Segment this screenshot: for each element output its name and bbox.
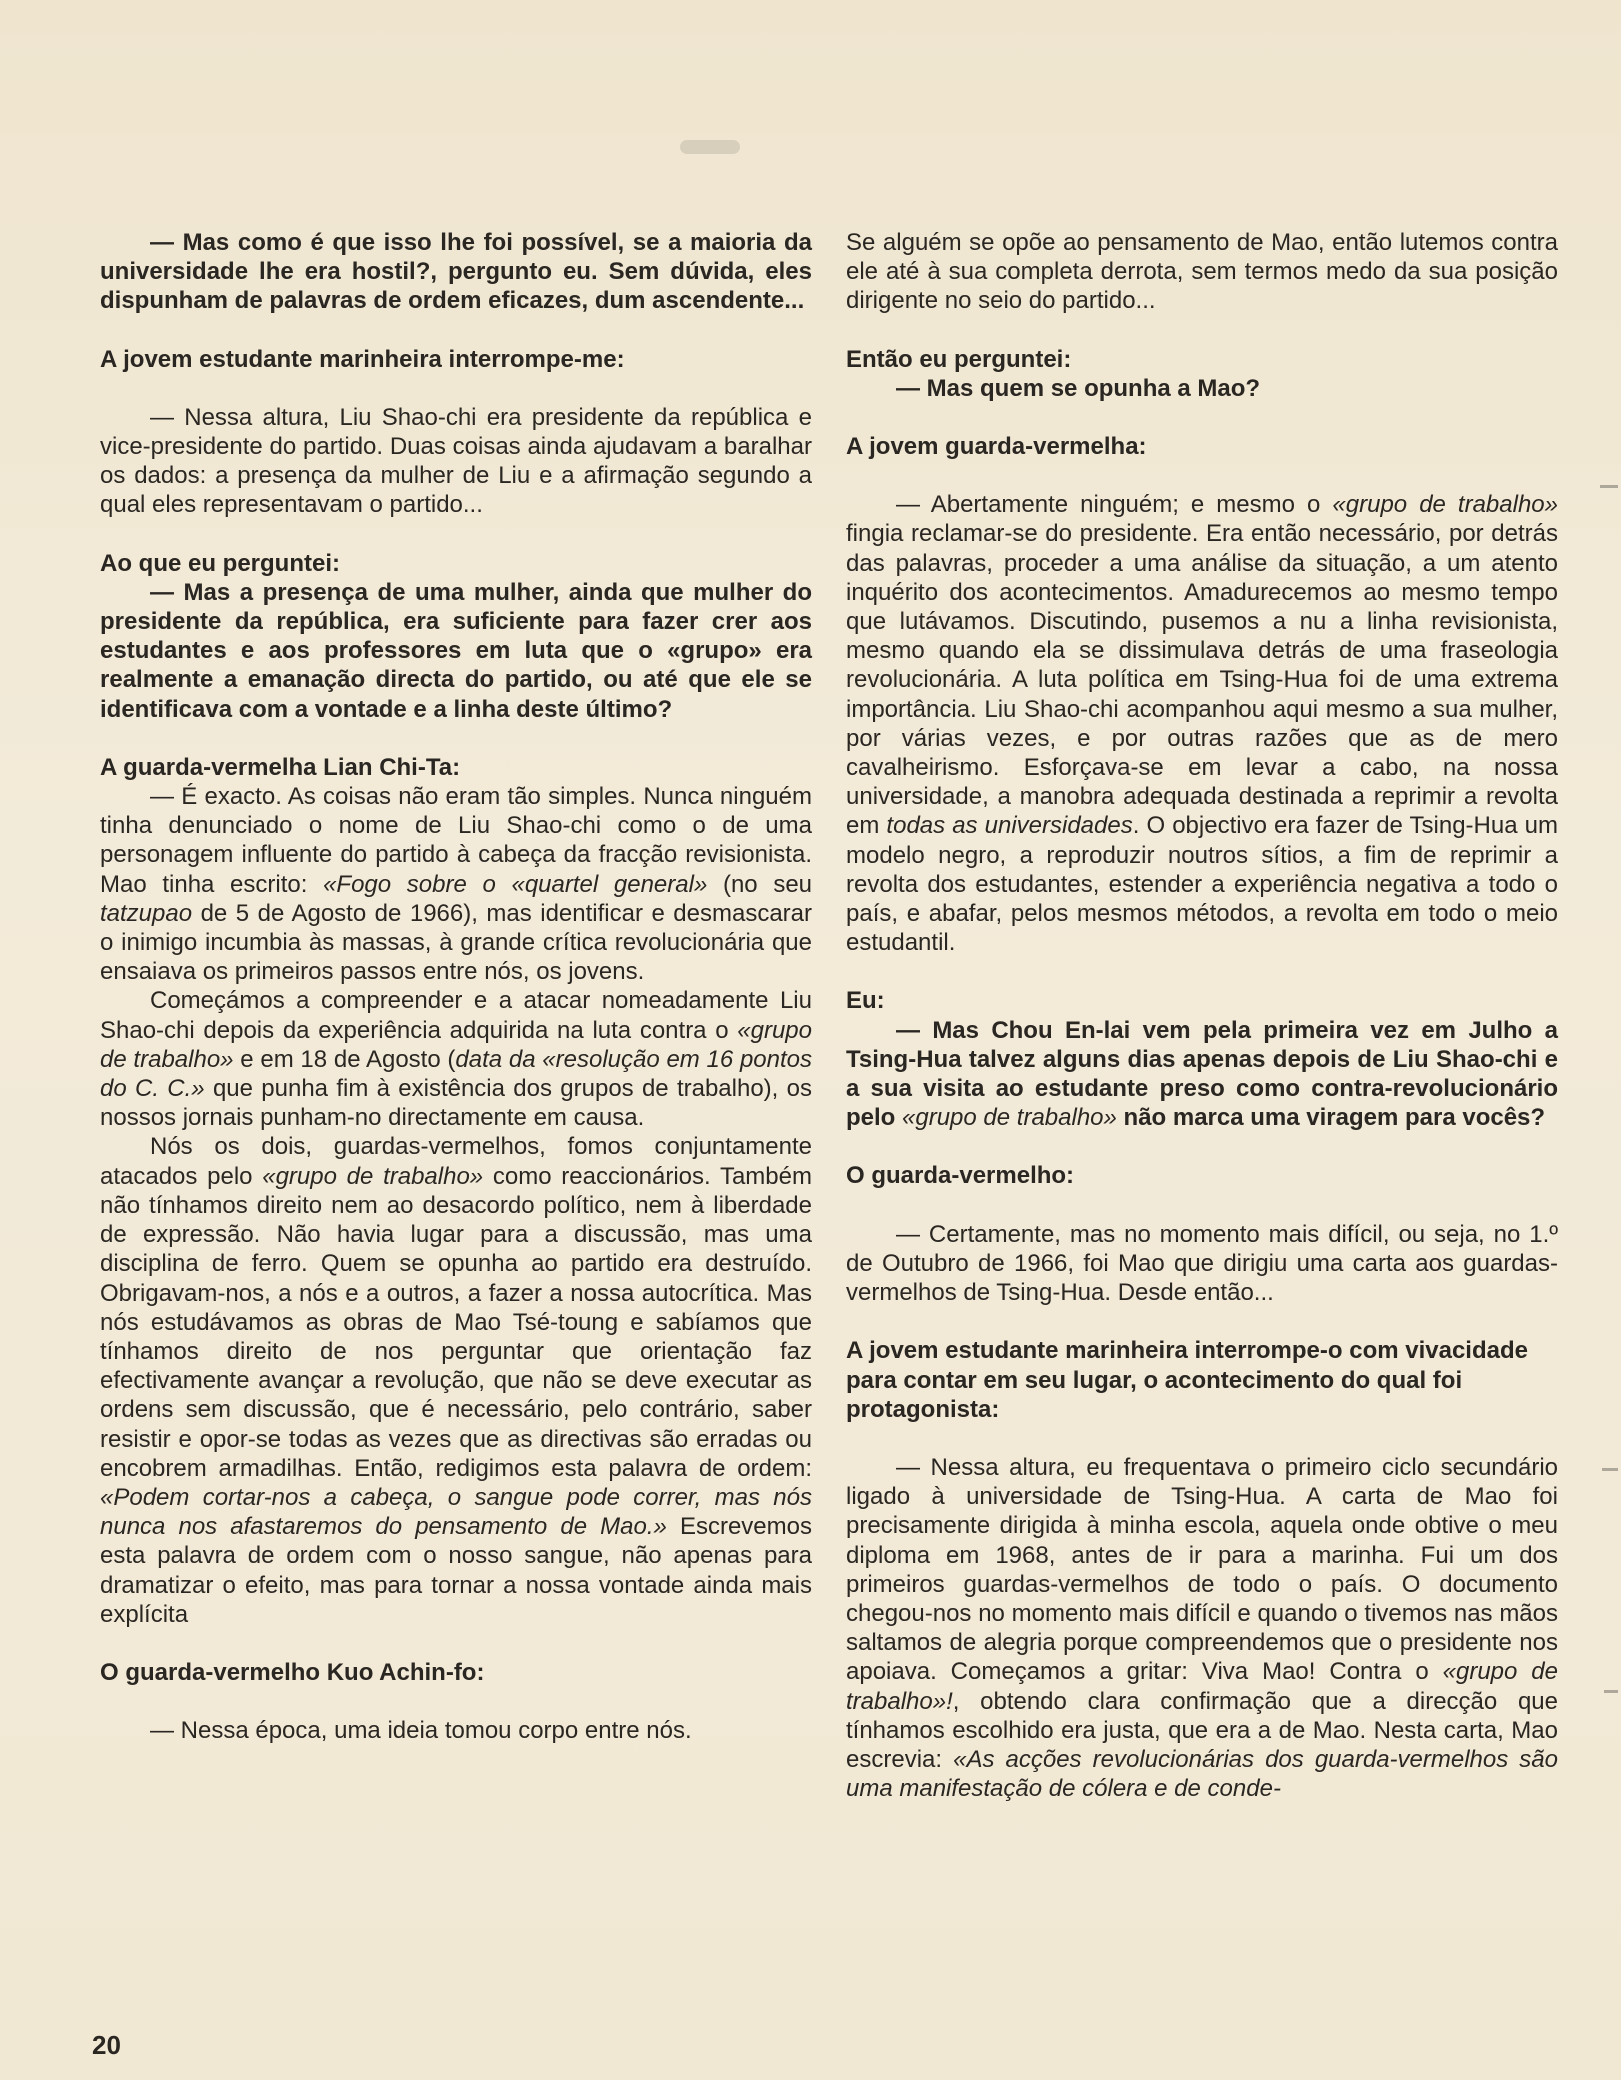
text-run: — Nessa altura, eu frequentava o primeiro ciclo secundário ligado à universidade de Tsing-Hua. A carta de Mao foi precisamente dirigida à minha escola, aquela onde obtive o meu diploma em 1968, antes de ir para a marinha. Fui um dos primeiros guardas-vermelhos de todo o país. O documento chegou-nos no momento mais difícil e quando o tivemos nas mãos saltamos de alegria porque compreendemos que o presidente nos apoiava. Começamos a gritar: Viva Mao! Contra o bbox=[846, 1453, 1558, 1686]
text-run: Começámos a compreender e a atacar nomeadamente Liu Shao-chi depois da experiência adquirida na luta contra o bbox=[100, 987, 812, 1044]
answer-paragraph bbox=[100, 1132, 812, 1628]
answer-paragraph: Se alguém se opõe ao pensamento de Mao, então lutemos contra ele até à sua completa derrota, sem termos medo da sua posição dirigente no seio do partido... bbox=[846, 229, 1558, 315]
left-column bbox=[100, 228, 812, 1745]
speaker-heading: Então eu perguntei: bbox=[846, 345, 1072, 373]
text-run: e em 18 de Agosto ( bbox=[240, 1045, 456, 1073]
quote-run: data da «resolução em 16 pontos do C. C.» bbox=[100, 1045, 813, 1103]
question-paragraph bbox=[846, 1016, 1558, 1133]
quote-run: «Podem cortar-nos a cabeça, o sangue pode correr, mas nós nunca nos afastaremos do pensamento de Mao.» bbox=[100, 1483, 812, 1541]
speaker-heading: A jovem estudante marinheira interrompe-o com vivacidade para contar em seu lugar, o acontecimento do qual foi protagonista: bbox=[846, 1337, 1528, 1423]
quote-run: «grupo de trabalho»! bbox=[846, 1658, 1559, 1715]
speaker-heading: A jovem estudante marinheira interrompe-me: bbox=[100, 345, 625, 373]
speaker-heading: O guarda-vermelho Kuo Achin-fo: bbox=[100, 1658, 485, 1686]
quote-run: «As acções revolucionárias dos guarda-vermelhos são uma manifestação de cólera e de conde- bbox=[846, 1745, 1558, 1803]
text-run: . O objectivo era fazer de Tsing-Hua um modelo negro, a reproduzir noutros sítios, a fim de reprimir a revolta dos estudantes, estender a experiência negativa a todo o país, e abafar, pelos mesmos métodos, a revolta em todo o meio estudantil. bbox=[846, 812, 1558, 957]
quote-run: «grupo de trabalho» bbox=[902, 1104, 1117, 1132]
quote-run: «grupo de trabalho» bbox=[262, 1162, 484, 1190]
term-run: tatzupao bbox=[100, 899, 193, 927]
speaker-heading: A jovem guarda-vermelha: bbox=[846, 433, 1147, 461]
text-run: fingia reclamar-se do presidente. Era então necessário, por detrás das palavras, proceder a uma análise da situação, a um atento inquérito dos acontecimentos. Amadurecemos ao mesmo tempo que lutávamos. Discutindo, pusemos a nu a linha revisionista, mesmo quando ela se dissimulava detrás de uma fraseologia revolucionária. A luta política em Tsing-Hua foi de uma extrema importância. Liu Shao-chi acompanhou aqui mesmo a sua mulher, por várias vezes, e por outras razões que as de mero cavalheirismo. Esforçava-se em levar a cabo, na nossa universidade, a manobra adequada destinada a reprimir a revolta em bbox=[846, 520, 1558, 840]
answer-paragraph: — Certamente, mas no momento mais difícil, ou seja, no 1.º de Outubro de 1966, foi Mao que dirigiu uma carta aos guardas-vermelhos de Tsing-Hua. Desde então... bbox=[846, 1220, 1558, 1307]
quote-run: «grupo de trabalho» bbox=[1332, 491, 1558, 519]
text-run: de 5 de Agosto de 1966), mas identificar e desmascarar o inimigo incumbia às massas, à grande crítica revolucionária que ensaiava os primeiros passos entre nós, os jovens. bbox=[100, 899, 812, 986]
speaker-heading: Ao que eu perguntei: bbox=[100, 549, 340, 577]
text-run: — Mas Chou En-lai vem pela primeira vez em Julho a Tsing-Hua talvez alguns dias apenas depois de Liu Shao-chi e a sua visita ao estudante preso como contra-revolucionário pelo bbox=[846, 1016, 1558, 1132]
question-paragraph: — Mas como é que isso lhe foi possível, se a maioria da universidade lhe era hostil?, pergunto eu. Sem dúvida, eles dispunham de palavras de ordem eficazes, dum ascendente... bbox=[100, 229, 812, 315]
text-run: , obtendo clara confirmação que a direcção que tínhamos escolhido era justa, que era a de Mao. Nesta carta, Mao escrevia: bbox=[846, 1687, 1558, 1773]
emphasis-run: todas as universidades bbox=[886, 812, 1133, 840]
quote-run: «Fogo sobre o «quartel general» bbox=[323, 870, 708, 898]
text-run: Nós os dois, guardas-vermelhos, fomos conjuntamente atacados pelo bbox=[100, 1133, 812, 1190]
print-speck bbox=[1602, 1468, 1618, 1471]
text-run: não marca uma viragem para vocês? bbox=[1123, 1104, 1546, 1132]
question-paragraph: — Mas quem se opunha a Mao? bbox=[896, 374, 1261, 402]
text-run: Escrevemos esta palavra de ordem com o nosso sangue, não apenas para dramatizar o efeito, mas para tornar a nossa vontade ainda mais explícita bbox=[100, 1513, 812, 1628]
print-speck bbox=[680, 140, 740, 154]
text-run: que punha fim à existência dos grupos de trabalho), os nossos jornais punham-no directamente em causa. bbox=[100, 1075, 812, 1132]
quote-run: «grupo de trabalho» bbox=[100, 1016, 812, 1073]
text-run: (no seu bbox=[722, 870, 813, 898]
answer-paragraph bbox=[100, 986, 812, 1132]
answer-paragraph bbox=[846, 1453, 1558, 1803]
right-column bbox=[846, 228, 1558, 1803]
print-speck bbox=[1604, 1690, 1618, 1693]
speaker-heading: Eu: bbox=[846, 987, 885, 1015]
text-run: — É exacto. As coisas não eram tão simples. Nunca ninguém tinha denunciado o nome de Liu Shao-chi como o de uma personagem influente do partido à cabeça da fracção revisionista. Mao tinha escrito: bbox=[100, 783, 812, 898]
question-paragraph: — Mas a presença de uma mulher, ainda que mulher do presidente da república, era suficiente para fazer crer aos estudantes e aos professores em luta que o «grupo» era realmente a emanação directa do partido, ou até que ele se identificava com a vontade e a linha deste último? bbox=[100, 578, 812, 723]
page-number: 20 bbox=[92, 2030, 121, 2060]
print-speck bbox=[1600, 485, 1618, 488]
answer-paragraph: — Nessa altura, Liu Shao-chi era presidente da república e vice-presidente do partido. Duas coisas ainda ajudavam a baralhar os dados: a presença da mulher de Liu e a afirmação segundo a qual eles representavam o partido... bbox=[100, 403, 812, 519]
answer-paragraph: — Nessa época, uma ideia tomou corpo entre nós. bbox=[150, 1717, 692, 1745]
answer-paragraph bbox=[846, 490, 1558, 957]
text-run: como reaccionários. Também não tínhamos direito nem ao desacordo político, nem à liberdade de expressão. Não havia lugar para a discussão, mas uma disciplina de ferro. Quem se opunha ao partido era destruído. Obrigavam-nos, a nós e a outros, a fazer a nossa autocrítica. Mas nós estudávamos as obras de Mao Tsé-toung e sabíamos que tínhamos direito de nos perguntar que orientação faz efectivamente avançar a revolução, que não se deve executar as ordens sem discussão, que é necessário, pelo contrário, saber resistir e opor-se todas as vezes que as directivas são erradas ou encobrem armadilhas. Então, redigimos esta palavra de ordem: bbox=[100, 1162, 812, 1482]
speaker-heading: O guarda-vermelho: bbox=[846, 1162, 1075, 1190]
text-run: — Abertamente ninguém; e mesmo o bbox=[896, 491, 1321, 519]
speaker-heading: A guarda-vermelha Lian Chi-Ta: bbox=[100, 753, 461, 781]
answer-paragraph bbox=[100, 782, 812, 986]
